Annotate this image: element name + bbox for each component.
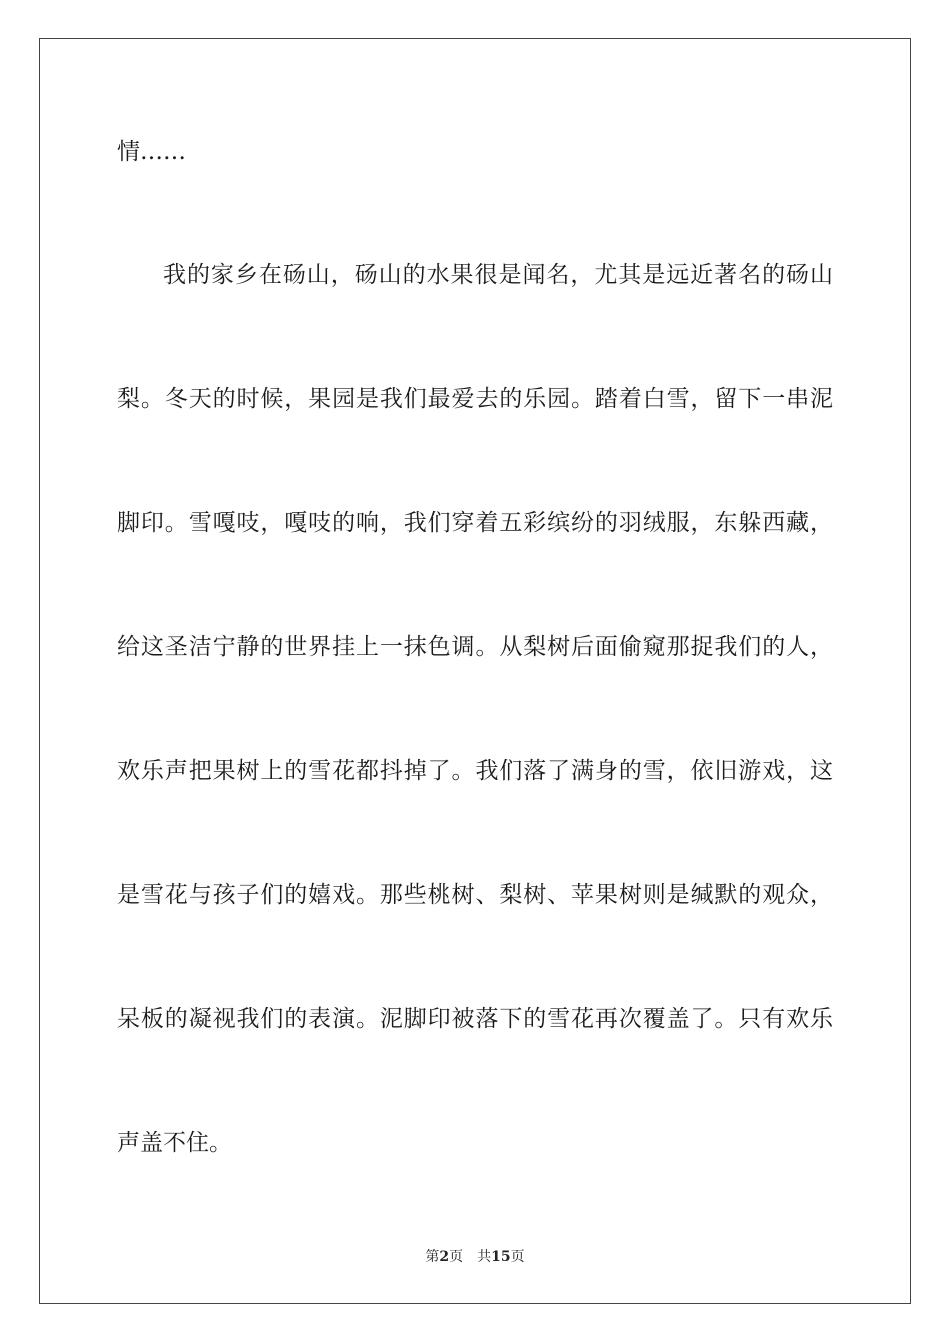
page-footer bbox=[0, 1248, 950, 1266]
page-number: 2 bbox=[439, 1249, 450, 1265]
text-line-8: 呆板的凝视我们的表演。泥脚印被落下的雪花再次覆盖了。只有欢乐 bbox=[117, 1006, 833, 1032]
total-pages: 15 bbox=[491, 1249, 511, 1265]
total-suffix: 页 bbox=[510, 1249, 525, 1265]
text-line-3: 梨。冬天的时候，果园是我们最爱去的乐园。踏着白雪，留下一串泥 bbox=[117, 386, 833, 412]
text-line-6: 欢乐声把果树上的雪花都抖掉了。我们落了满身的雪，依旧游戏，这 bbox=[117, 758, 833, 784]
text-line-7: 是雪花与孩子们的嬉戏。那些桃树、梨树、苹果树则是缄默的观众， bbox=[117, 882, 833, 908]
page-border bbox=[39, 38, 911, 1304]
text-line-4: 脚印。雪嘎吱，嘎吱的响，我们穿着五彩缤纷的羽绒服，东躲西藏， bbox=[117, 510, 833, 536]
text-line-1: 情…… bbox=[117, 139, 186, 165]
text-line-9: 声盖不住。 bbox=[117, 1130, 232, 1156]
text-line-2: 我的家乡在砀山，砀山的水果很是闻名，尤其是远近著名的砀山 bbox=[163, 262, 833, 288]
text-line-5: 给这圣洁宁静的世界挂上一抹色调。从梨树后面偷窥那捉我们的人， bbox=[117, 634, 833, 660]
total-prefix: 共 bbox=[477, 1249, 492, 1265]
page-prefix: 第 bbox=[425, 1249, 440, 1265]
page-suffix: 页 bbox=[449, 1249, 464, 1265]
